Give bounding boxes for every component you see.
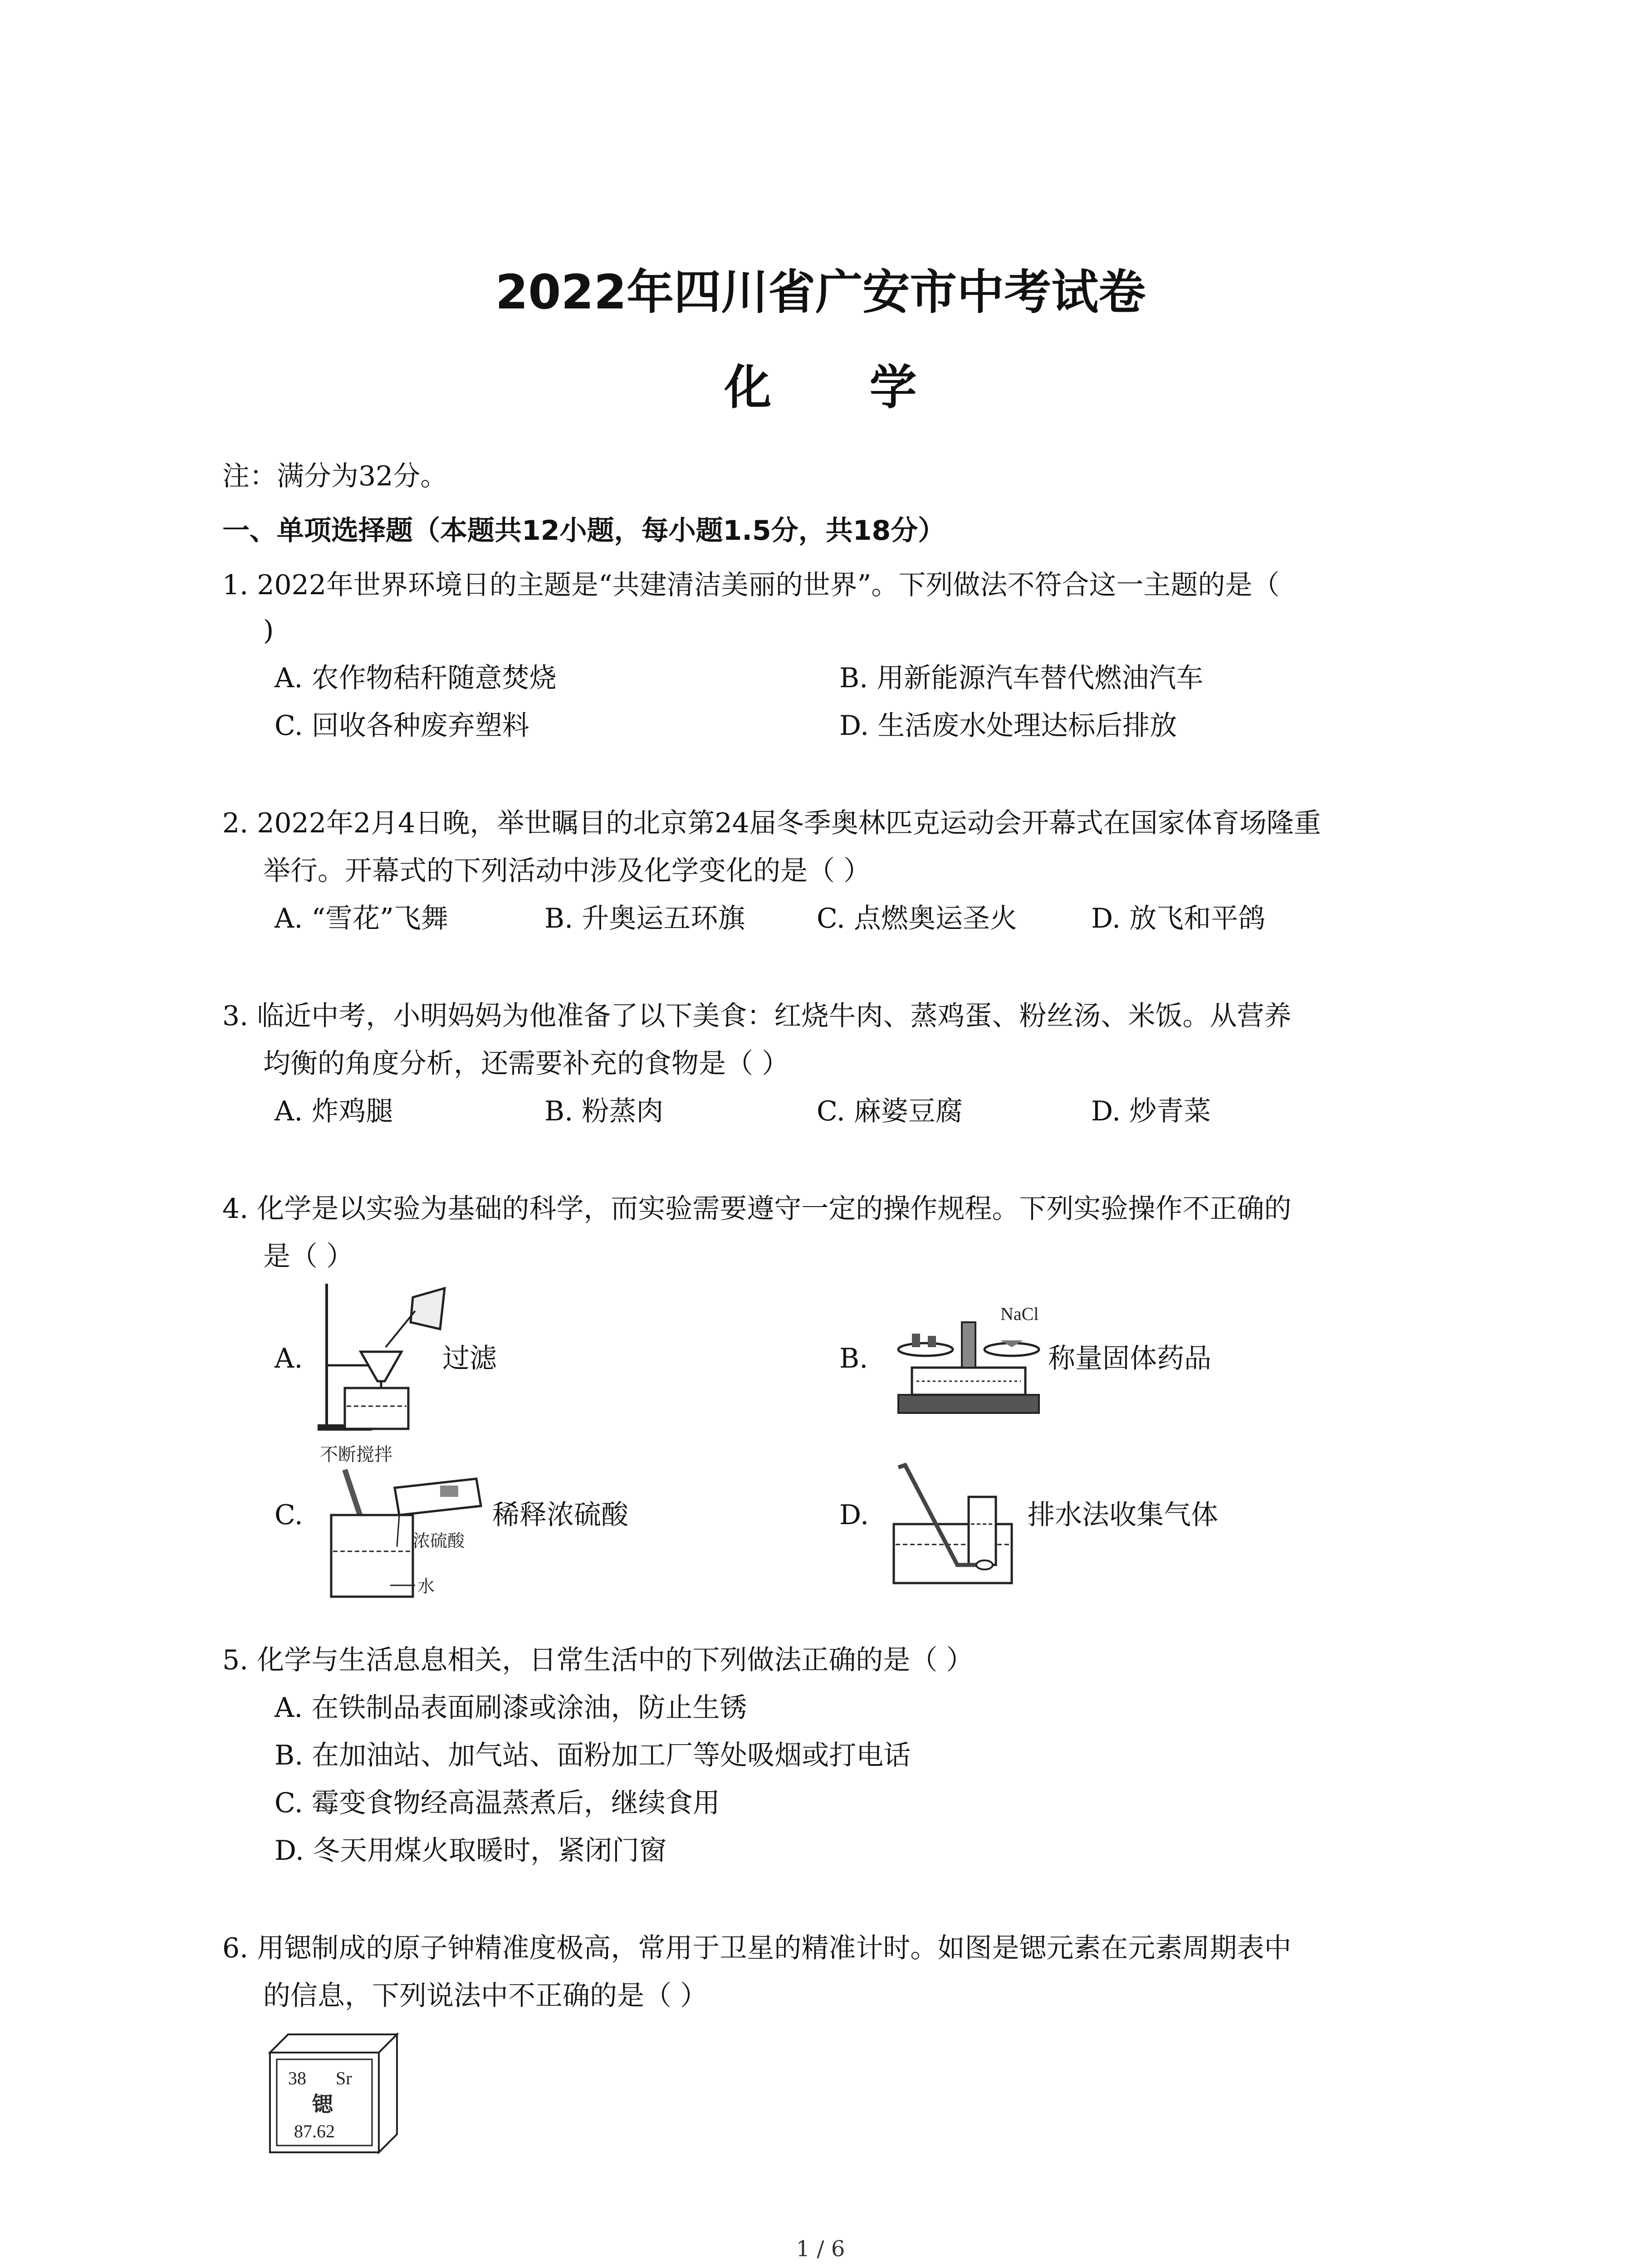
water-label: 水 [417,1576,435,1596]
subject-title: 化 学 [724,360,958,415]
balance-caption: 称量固体药品 [1048,1343,1211,1374]
question-6-line-2: 的信息，下列说法中不正确的是（ ） [263,1980,708,2012]
question-1-option-a: A. 农作物秸秆随意焚烧 [274,662,557,694]
question-2-option-b: B. 升奥运五环旗 [544,903,745,934]
question-3-option-a: A. 炸鸡腿 [274,1095,393,1127]
question-2-option-a: A. “雪花”飞舞 [274,903,448,934]
question-3-option-d: D. 炒青菜 [1091,1095,1211,1127]
question-2-line-2: 举行。开幕式的下列活动中涉及化学变化的是（ ） [263,855,871,887]
page-title: 2022年四川省广安市中考试卷 [495,264,1146,320]
question-2-option-c: C. 点燃奥运圣火 [817,903,1017,934]
atomic-number: 38 [288,2068,306,2088]
gas-collection-figure [885,1461,1021,1588]
stirring-label: 不断搅拌 [320,1444,392,1465]
balance-figure [894,1295,1043,1418]
question-5-line-1: 5. 化学与生活息息相关，日常生活中的下列做法正确的是（ ） [222,1644,974,1676]
page-number: 1 / 6 [796,2236,845,2262]
question-3-option-c: C. 麻婆豆腐 [817,1095,963,1127]
question-4-line-1: 4. 化学是以实验为基础的科学，而实验需要遵守一定的操作规程。下列实验操作不正确的 [222,1193,1292,1225]
question-2-option-d: D. 放飞和平鸽 [1091,903,1266,934]
dilution-caption: 稀释浓硫酸 [492,1499,628,1531]
dilution-figure [318,1438,490,1606]
question-5-option-a: A. 在铁制品表面刷漆或涂油，防止生锈 [274,1692,747,1724]
question-4-option-d: D. [839,1499,869,1531]
section-heading: 一、单项选择题（本题共12小题，每小题1.5分，共18分） [222,515,945,547]
score-note: 注：满分为32分。 [222,460,448,492]
question-3-line-2: 均衡的角度分析，还需要补充的食物是（ ） [263,1048,789,1080]
question-4-option-a: A. [274,1343,303,1374]
question-4-option-b: B. [839,1343,868,1374]
question-3-option-b: B. 粉蒸肉 [544,1095,664,1127]
question-1-option-b: B. 用新能源汽车替代燃油汽车 [839,662,1204,694]
filtration-caption: 过滤 [442,1343,497,1374]
question-6-line-1: 6. 用锶制成的原子钟精准度极高，常用于卫星的精准计时。如图是锶元素在元素周期表中 [222,1932,1292,1964]
question-1-option-c: C. 回收各种废弃塑料 [274,710,529,742]
element-cell-figure [268,2032,399,2155]
question-4-option-c: C. [274,1499,303,1531]
question-5-option-b: B. 在加油站、加气站、面粉加工厂等处吸烟或打电话 [274,1740,911,1771]
gas-collection-caption: 排水法收集气体 [1028,1499,1218,1531]
question-5-option-d: D. 冬天用煤火取暖时，紧闭门窗 [274,1835,667,1867]
nacl-label: NaCl [1000,1304,1039,1324]
element-name: 锶 [312,2092,333,2116]
question-1-line-2: ) [263,615,274,646]
element-symbol: Sr [336,2068,352,2088]
question-5-option-c: C. 霉变食物经高温蒸煮后，继续食用 [274,1787,720,1819]
question-1-option-d: D. 生活废水处理达标后排放 [839,710,1177,742]
question-1-line-1: 1. 2022年世界环境日的主题是“共建清洁美丽的世界”。下列做法不符合这一主题的是（ [222,569,1280,601]
filtration-figure [318,1279,449,1433]
acid-label: 浓硫酸 [413,1531,465,1551]
question-2-line-1: 2. 2022年2月4日晚，举世瞩目的北京第24届冬季奥林匹克运动会开幕式在国家体育场隆重 [222,807,1321,839]
question-4-line-2: 是（ ） [263,1241,354,1272]
question-3-line-1: 3. 临近中考，小明妈妈为他准备了以下美食：红烧牛肉、蒸鸡蛋、粉丝汤、米饭。从营养 [222,1000,1292,1032]
atomic-mass: 87.62 [294,2121,335,2141]
